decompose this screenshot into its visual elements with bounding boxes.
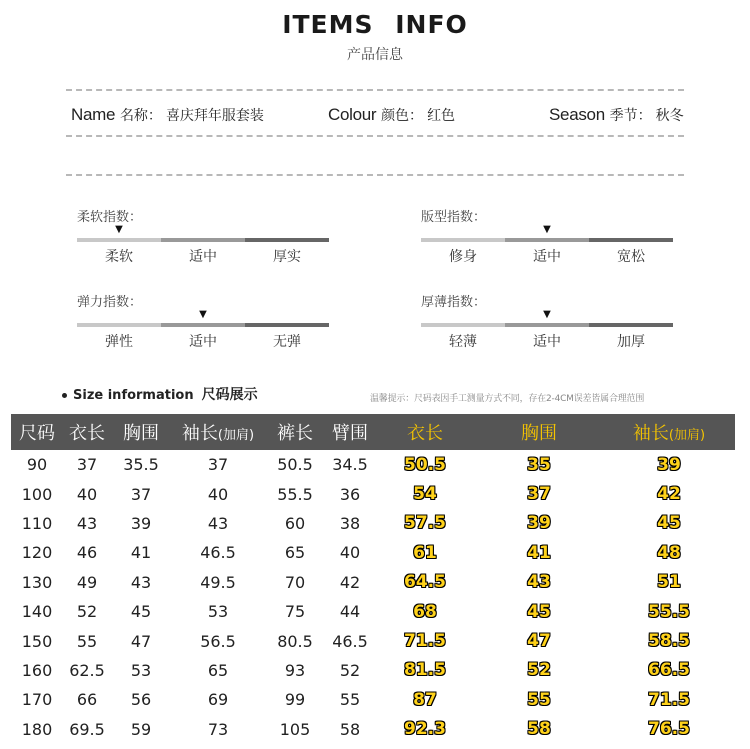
selected-marker-icon: ▼ [543, 309, 551, 320]
table-cell: 130 [21, 572, 53, 592]
table-cell: 75 [284, 602, 306, 622]
scale-bar-mid [161, 323, 245, 327]
metric-thickness [421, 291, 681, 351]
measurement-tip: 温馨提示：尺码表因手工测量方式不同，存在2-4CM误差皆属合理范围 [370, 394, 645, 404]
table-cell: 90 [26, 455, 48, 475]
column-header [111, 414, 171, 450]
page-title: ITEMS INFO [282, 10, 468, 39]
table-cell: 99 [284, 690, 306, 710]
table-cell: 43 [76, 513, 98, 533]
table-row [11, 626, 735, 655]
table-cell: 57.5 [404, 513, 446, 534]
table-cell: 55.5 [277, 484, 313, 504]
column-header [475, 414, 603, 450]
table-cell: 38 [339, 513, 361, 533]
table-cell: 35 [527, 454, 551, 475]
option-high: 厚实 [273, 249, 301, 265]
table-cell: 34.5 [332, 455, 368, 475]
table-cell: 66.5 [648, 660, 690, 681]
info-colour [328, 105, 455, 125]
info-season [549, 105, 684, 125]
table-cell: 43 [130, 572, 152, 592]
table-cell: 66 [76, 690, 98, 710]
table-cell: 44 [339, 602, 361, 622]
table-cell: 37 [76, 455, 98, 475]
metric-fit [421, 206, 681, 266]
divider-mid-1 [66, 135, 684, 137]
scale-bar-low [77, 323, 161, 327]
column-header-label: 臂围 [332, 423, 368, 444]
table-cell: 70 [284, 572, 306, 592]
table-cell: 71.5 [648, 689, 690, 710]
table-cell: 39 [130, 513, 152, 533]
scale-bar-low [421, 238, 505, 242]
selected-marker-icon: ▼ [543, 224, 551, 235]
option-high: 宽松 [617, 249, 645, 265]
option-low: 修身 [449, 249, 477, 265]
scale-bar-high [589, 238, 673, 242]
column-header-label: 胸围 [521, 423, 557, 444]
season-value: 秋冬 [655, 108, 684, 124]
metric-label: 版型指数： [421, 210, 487, 225]
table-cell: 81.5 [404, 660, 446, 681]
table-cell: 50.5 [277, 455, 313, 475]
page-subtitle: 产品信息 [347, 47, 403, 63]
table-cell: 40 [76, 484, 98, 504]
colour-label-cn: 颜色： [381, 108, 424, 124]
column-header [603, 414, 735, 450]
option-low: 弹性 [105, 334, 133, 350]
column-header-label: 尺码 [19, 423, 55, 444]
table-cell: 58.5 [648, 631, 690, 652]
column-header [375, 414, 475, 450]
table-cell: 65 [284, 543, 306, 563]
option-mid: 适中 [189, 334, 217, 350]
table-cell: 52 [527, 660, 551, 681]
table-cell: 64.5 [404, 572, 446, 593]
table-cell: 41 [527, 542, 551, 563]
column-header-label: 裤长 [277, 423, 313, 444]
scale-bar-high [589, 323, 673, 327]
option-mid: 适中 [533, 334, 561, 350]
table-cell: 55 [339, 690, 361, 710]
size-section-title [62, 384, 258, 404]
metric-elasticity [77, 291, 337, 351]
scale-bar-mid [161, 238, 245, 242]
table-cell: 65 [207, 660, 229, 680]
table-row [11, 597, 735, 626]
table-cell: 69.5 [69, 719, 105, 739]
table-cell: 36 [339, 484, 361, 504]
table-cell: 46 [76, 543, 98, 563]
column-header-note: (加肩) [217, 428, 255, 443]
table-cell: 93 [284, 660, 306, 680]
table-cell: 39 [527, 513, 551, 534]
table-cell: 53 [207, 602, 229, 622]
table-cell: 92.3 [404, 719, 446, 740]
table-cell: 87 [413, 689, 437, 710]
table-cell: 170 [21, 690, 53, 710]
table-cell: 47 [527, 631, 551, 652]
table-cell: 35.5 [123, 455, 159, 475]
table-cell: 80.5 [277, 631, 313, 651]
table-cell: 50.5 [404, 454, 446, 475]
metric-softness [77, 206, 337, 266]
column-header [11, 414, 63, 450]
table-cell: 56 [130, 690, 152, 710]
table-cell: 61 [413, 542, 437, 563]
option-high: 加厚 [617, 334, 645, 350]
name-label-en: Name [71, 105, 116, 124]
table-cell: 73 [207, 719, 229, 739]
size-title-cn: 尺码展示 [201, 387, 258, 403]
table-cell: 43 [527, 572, 551, 593]
table-cell: 47 [130, 631, 152, 651]
table-cell: 100 [21, 484, 53, 504]
size-table [11, 414, 735, 744]
table-row [11, 509, 735, 538]
table-cell: 51 [657, 572, 681, 593]
column-header-label: 袖长 [181, 423, 218, 444]
table-cell: 37 [207, 455, 229, 475]
table-cell: 55 [527, 689, 551, 710]
option-low: 柔软 [105, 249, 133, 265]
option-low: 轻薄 [449, 334, 477, 350]
scale-bar-high [245, 323, 329, 327]
table-cell: 45 [130, 602, 152, 622]
option-mid: 适中 [189, 249, 217, 265]
table-cell: 110 [21, 513, 53, 533]
table-cell: 40 [207, 484, 229, 504]
table-cell: 58 [339, 719, 361, 739]
selected-marker-icon: ▼ [199, 309, 207, 320]
scale-bar-low [77, 238, 161, 242]
table-cell: 71.5 [404, 631, 446, 652]
bullet-icon [62, 393, 67, 398]
info-name [71, 105, 264, 125]
table-cell: 45 [657, 513, 681, 534]
table-row [11, 450, 735, 479]
table-row [11, 715, 735, 744]
metric-label: 柔软指数： [77, 210, 143, 225]
table-cell: 140 [21, 602, 53, 622]
table-cell: 53 [130, 660, 152, 680]
name-label-cn: 名称： [119, 108, 162, 124]
table-cell: 39 [657, 454, 681, 475]
table-cell: 105 [279, 719, 311, 739]
table-cell: 40 [339, 543, 361, 563]
table-cell: 46.5 [332, 631, 368, 651]
metric-label: 弹力指数： [77, 295, 143, 310]
table-row [11, 568, 735, 597]
scale-bar-mid [505, 238, 589, 242]
table-cell: 55 [76, 631, 98, 651]
column-header [63, 414, 111, 450]
table-cell: 49.5 [200, 572, 236, 592]
scale-bar-low [421, 323, 505, 327]
table-cell: 48 [657, 542, 681, 563]
name-value: 喜庆拜年服套装 [165, 108, 264, 124]
column-header-label: 袖长 [632, 423, 669, 444]
colour-label-en: Colour [328, 105, 377, 124]
table-cell: 54 [413, 484, 437, 505]
table-cell: 76.5 [648, 719, 690, 740]
column-header [325, 414, 375, 450]
table-cell: 60 [284, 513, 306, 533]
table-cell: 49 [76, 572, 98, 592]
table-row [11, 685, 735, 714]
column-header-label: 衣长 [69, 423, 105, 444]
table-cell: 52 [76, 602, 98, 622]
column-header [171, 414, 265, 450]
table-cell: 62.5 [69, 660, 105, 680]
table-cell: 46.5 [200, 543, 236, 563]
table-cell: 42 [339, 572, 361, 592]
table-cell: 41 [130, 543, 152, 563]
column-header-note: (加肩) [668, 428, 706, 443]
table-cell: 120 [21, 543, 53, 563]
option-high: 无弹 [273, 334, 301, 350]
divider-mid-2 [66, 174, 684, 176]
scale-bar-mid [505, 323, 589, 327]
scale-bar-high [245, 238, 329, 242]
column-header-label: 衣长 [407, 423, 443, 444]
season-label-en: Season [549, 105, 605, 124]
table-row [11, 479, 735, 508]
table-cell: 45 [527, 601, 551, 622]
size-table-header [11, 414, 735, 450]
divider-top [66, 89, 684, 91]
table-cell: 43 [207, 513, 229, 533]
table-cell: 58 [527, 719, 551, 740]
table-cell: 180 [21, 719, 53, 739]
colour-value: 红色 [427, 108, 456, 124]
column-header [265, 414, 325, 450]
selected-marker-icon: ▼ [115, 224, 123, 235]
option-mid: 适中 [533, 249, 561, 265]
table-row [11, 538, 735, 567]
metric-label: 厚薄指数： [421, 295, 487, 310]
size-title-en: Size information [73, 388, 194, 403]
table-cell: 55.5 [648, 601, 690, 622]
table-cell: 37 [527, 484, 551, 505]
table-cell: 56.5 [200, 631, 236, 651]
table-cell: 37 [130, 484, 152, 504]
size-table-body [11, 450, 735, 744]
table-cell: 59 [130, 719, 152, 739]
table-cell: 52 [339, 660, 361, 680]
table-row [11, 656, 735, 685]
column-header-label: 胸围 [123, 423, 159, 444]
table-cell: 150 [21, 631, 53, 651]
table-cell: 69 [207, 690, 229, 710]
table-cell: 160 [21, 660, 53, 680]
season-label-cn: 季节： [609, 108, 652, 124]
table-cell: 68 [413, 601, 437, 622]
table-cell: 42 [657, 484, 681, 505]
